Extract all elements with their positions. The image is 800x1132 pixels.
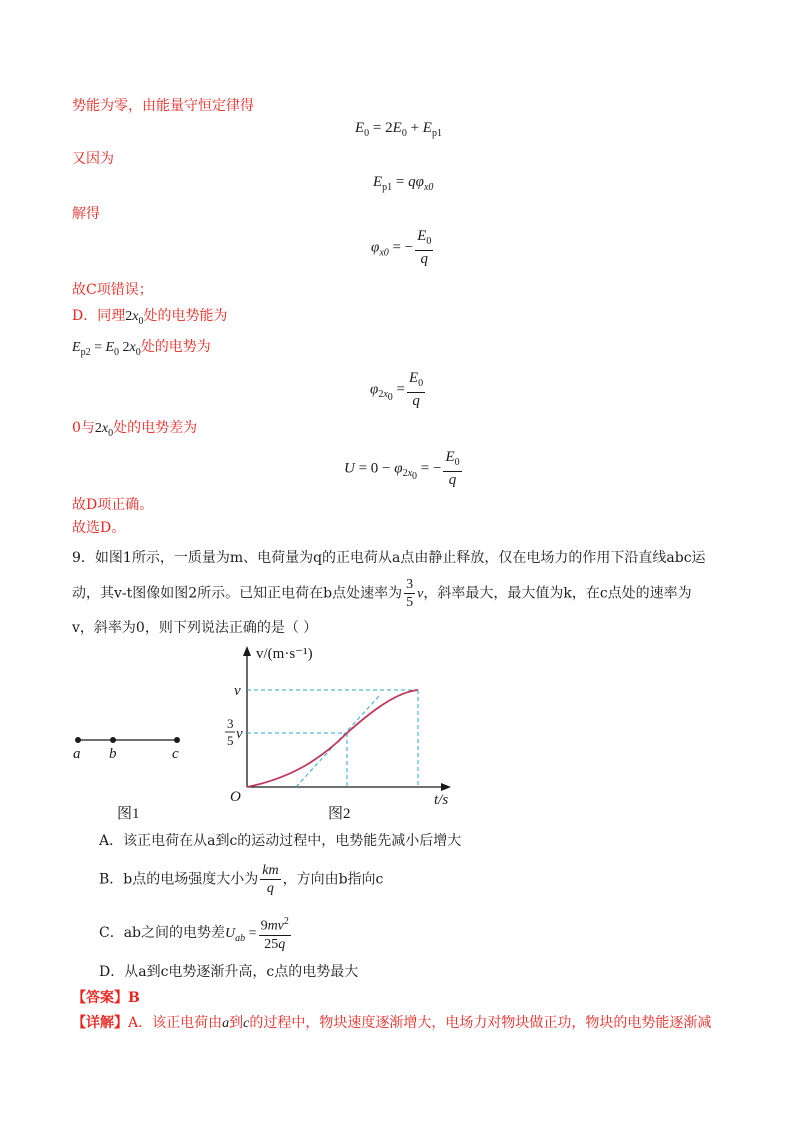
y-axis-arrow — [243, 646, 251, 656]
equation-potential-difference: $U = 0 - \varphi_{2x_0}$ = − $\frac{E_0}{q}$ — [344, 449, 460, 488]
solution-line-8: 故D项正确。 — [72, 497, 154, 513]
option-c: C．ab之间的电势差$U_{ab}$ = $\frac{9mv^2}{25q}$ — [99, 913, 293, 953]
y-axis-label: v/(m·s⁻¹) — [256, 646, 313, 662]
x-axis-label: t/s — [434, 792, 449, 808]
tick-3-5-den: 5 — [227, 733, 234, 748]
fig1-caption: 图1 — [117, 806, 140, 822]
equation-potential: $\varphi_{x0}$ = − $\frac{E_0}{q}$ — [371, 228, 432, 267]
tick-3-5-num: 3 — [227, 716, 234, 731]
answer-line: 【答案】B — [72, 990, 140, 1006]
solution-line-7: 0与$2x_0$处的电势差为 — [72, 420, 198, 439]
point-a-dot — [75, 737, 81, 743]
detail-line: 【详解】A．该正电荷由a到c的过程中，物块速度逐渐增大，电场力对物块做正功，物块的电势能逐渐减 — [72, 1015, 712, 1031]
point-c-dot — [174, 737, 180, 743]
figures — [60, 640, 480, 825]
solution-line-2: 又因为 — [72, 151, 114, 167]
point-b-dot — [110, 737, 116, 743]
option-d: D．从a到c电势逐渐升高，c点的电势最大 — [99, 964, 359, 980]
question-line-1: 9．如图1所示，一质量为m、电荷量为q的正电荷从a点由静止释放，仅在电场力的作用下沿直线abc运 — [72, 550, 706, 566]
solution-line-5: D．同理$2x_0$处的电势能为 — [72, 308, 228, 327]
question-line-3: v，斜率为0，则下列说法正确的是（ ） — [72, 620, 318, 636]
solution-line-6: $E_{p2} = E_0$ $2x_0$处的电势为 — [72, 339, 211, 358]
label-c: c — [172, 746, 179, 762]
solution-line-3: 解得 — [72, 206, 100, 222]
label-a: a — [73, 746, 81, 762]
x-axis-arrow — [441, 783, 451, 791]
question-line-2: 动，其v-t图像如图2所示。已知正电荷在b点处速率为 $\frac{3}{5}$ v，斜率最大，最大值为k，在c点处的速率为 — [72, 577, 692, 610]
option-a: A．该正电荷在从a到c的运动过程中，电势能先减小后增大 — [99, 833, 462, 849]
solution-line-1: 势能为零，由能量守恒定律得 — [72, 98, 254, 114]
equation-potential-energy: $E_{p1} = q\varphi_{x0}$ — [373, 174, 434, 193]
v-t-curve — [247, 690, 418, 787]
tick-3-5-var: v — [236, 726, 243, 742]
fig2-caption: 图2 — [328, 806, 351, 822]
solution-line-4: 故C项错误； — [72, 282, 153, 298]
figure-1 — [73, 737, 180, 822]
origin-label: O — [230, 789, 241, 805]
equation-energy-conservation: $E_0 = 2E_0 + E_{p1}$ — [355, 120, 442, 139]
label-b: b — [109, 746, 117, 762]
equation-potential-2x0: $\varphi_{2x_0}$ = $\frac{E_0}{q}$ — [370, 370, 424, 409]
tick-v: v — [234, 683, 241, 699]
solution-line-9: 故选D。 — [72, 520, 126, 536]
figure-2 — [225, 646, 451, 822]
option-b: B．b点的电场强度大小为 $\frac{km}{q}$ ，方向由b指向c — [99, 863, 384, 896]
